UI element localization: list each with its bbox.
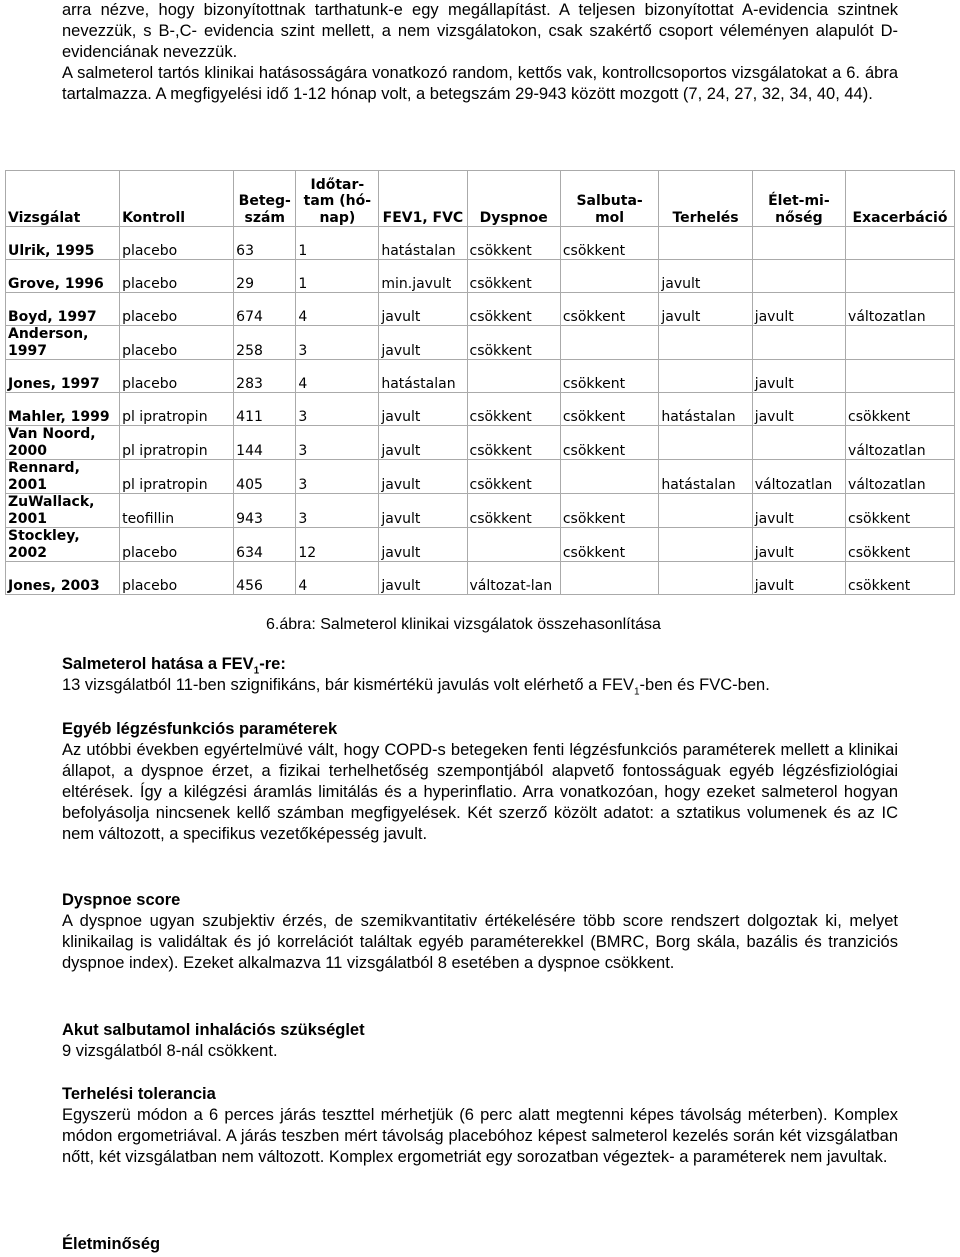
cell-fev1: javult bbox=[379, 562, 467, 595]
cell-dyspnoe: változat-lan bbox=[467, 562, 560, 595]
table-row bbox=[6, 460, 955, 494]
cell-patients: 634 bbox=[234, 528, 296, 562]
cell-duration: 1 bbox=[296, 227, 379, 260]
cell-study: Jones, 2003 bbox=[6, 562, 120, 595]
cell-exacerbation bbox=[846, 260, 955, 293]
header-exacerbation: Exacerbáció bbox=[846, 171, 955, 227]
cell-patients: 943 bbox=[234, 494, 296, 528]
cell-duration: 3 bbox=[296, 393, 379, 426]
cell-patients: 411 bbox=[234, 393, 296, 426]
cell-study: Boyd, 1997 bbox=[6, 293, 120, 326]
intro-paragraph-evidence: arra nézve, hogy bizonyítottnak tarthatunk-e egy megállapítást. A teljesen bizonyítottat A-evidencia szintnek nevezzük, s B-,C- evidencia szint mellett, a nem vizsgálatokon, csak szakértő csoport véleményen alapulót D-evidenciának nevezzük. bbox=[62, 1, 898, 61]
cell-exacerbation: csökkent bbox=[846, 393, 955, 426]
cell-fev1: javult bbox=[379, 494, 467, 528]
cell-control: placebo bbox=[120, 360, 234, 393]
cell-control: placebo bbox=[120, 528, 234, 562]
cell-duration: 3 bbox=[296, 426, 379, 460]
header-exercise: Terhelés bbox=[659, 171, 752, 227]
cell-exacerbation bbox=[846, 326, 955, 360]
cell-salbutamol: csökkent bbox=[560, 393, 659, 426]
salbutamol-need-section bbox=[62, 1020, 898, 1062]
cell-duration: 12 bbox=[296, 528, 379, 562]
cell-dyspnoe: csökkent bbox=[467, 460, 560, 494]
cell-study: Grove, 1996 bbox=[6, 260, 120, 293]
cell-exacerbation: változatlan bbox=[846, 460, 955, 494]
table-row bbox=[6, 528, 955, 562]
cell-exacerbation: változatlan bbox=[846, 293, 955, 326]
header-study: Vizsgálat bbox=[6, 171, 120, 227]
header-salbutamol: Salbuta-mol bbox=[560, 171, 659, 227]
cell-qol: javult bbox=[752, 494, 845, 528]
cell-salbutamol: csökkent bbox=[560, 528, 659, 562]
table-row bbox=[6, 494, 955, 528]
cell-patients: 258 bbox=[234, 326, 296, 360]
table-row bbox=[6, 562, 955, 595]
cell-study: Mahler, 1999 bbox=[6, 393, 120, 426]
cell-study: Stockley, 2002 bbox=[6, 528, 120, 562]
quality-of-life-heading: Életminőség bbox=[62, 1235, 161, 1253]
cell-dyspnoe: csökkent bbox=[467, 260, 560, 293]
table-row bbox=[6, 426, 955, 460]
cell-exercise bbox=[659, 426, 752, 460]
cell-control: placebo bbox=[120, 227, 234, 260]
header-duration: Időtar-tam (hó-nap) bbox=[296, 171, 379, 227]
cell-fev1: javult bbox=[379, 326, 467, 360]
table-header-row bbox=[6, 171, 955, 227]
cell-patients: 63 bbox=[234, 227, 296, 260]
cell-dyspnoe: csökkent bbox=[467, 227, 560, 260]
exercise-tolerance-text: Egyszerü módon a 6 perces járás teszttel mérhetjük (6 perc alatt megtenni képes távolság méterben). Komplex módon ergometriával. A járás teszben mért távolság placebóhoz képest salmeterol kezelés során két vizsgálatban nőtt, két vizsgálatban nem változott. Komplex ergometriát egy sorozatban végeztek- a paraméterek nem javultak. bbox=[62, 1106, 898, 1166]
cell-control: placebo bbox=[120, 562, 234, 595]
cell-salbutamol bbox=[560, 460, 659, 494]
cell-dyspnoe bbox=[467, 528, 560, 562]
cell-duration: 3 bbox=[296, 494, 379, 528]
exercise-tolerance-heading: Terhelési tolerancia bbox=[62, 1085, 216, 1103]
cell-dyspnoe: csökkent bbox=[467, 393, 560, 426]
cell-control: pl ipratropin bbox=[120, 426, 234, 460]
cell-duration: 4 bbox=[296, 293, 379, 326]
figure-caption: 6.ábra: Salmeterol klinikai vizsgálatok összehasonlítása bbox=[266, 616, 661, 633]
cell-exacerbation bbox=[846, 360, 955, 393]
cell-patients: 456 bbox=[234, 562, 296, 595]
cell-control: placebo bbox=[120, 260, 234, 293]
cell-qol: változatlan bbox=[752, 460, 845, 494]
other-params-text: Az utóbbi években egyértelmüvé vált, hogy COPD-s betegeken fenti légzésfunkciós paraméterek mellett a klinikai állapot, a dyspnoe érzet, a fizikai terhelhetőség szempontjából alapvető fontosságuak egyéb légzésfiziológiai eltérések. Így a kilégzési áramlás limitálás és a hyperinflatio. Arra vonatkozóan, hogy ezeket salmeterol hogyan befolyásolja nincsenek kellő számban megfigyelések. Két szerző közölt adatot: a sztatikus volumenek és az IC nem változott, a specifikus vezetőképesség javult. bbox=[62, 741, 898, 843]
cell-salbutamol: csökkent bbox=[560, 494, 659, 528]
cell-exercise bbox=[659, 227, 752, 260]
table-row bbox=[6, 260, 955, 293]
cell-qol bbox=[752, 326, 845, 360]
cell-exercise bbox=[659, 494, 752, 528]
fev1-heading: Salmeterol hatása a $FEV_1-re$: bbox=[62, 655, 286, 677]
cell-qol: javult bbox=[752, 393, 845, 426]
cell-study: Anderson, 1997 bbox=[6, 326, 120, 360]
cell-study: Van Noord, 2000 bbox=[6, 426, 120, 460]
cell-control: placebo bbox=[120, 293, 234, 326]
cell-patients: 144 bbox=[234, 426, 296, 460]
other-params-section bbox=[62, 719, 898, 845]
cell-patients: 29 bbox=[234, 260, 296, 293]
cell-dyspnoe: csökkent bbox=[467, 494, 560, 528]
salmeterol-studies-table bbox=[5, 170, 955, 595]
table-row bbox=[6, 293, 955, 326]
cell-qol bbox=[752, 227, 845, 260]
cell-exercise: hatástalan bbox=[659, 393, 752, 426]
fev1-text: 13 vizsgálatból 11-ben szignifikáns, bár kismértékü javulás volt elérhető a $FEV_1$-ben és FVC-ben. bbox=[62, 676, 770, 698]
header-control: Kontroll bbox=[120, 171, 234, 227]
cell-dyspnoe: csökkent bbox=[467, 326, 560, 360]
cell-qol: javult bbox=[752, 528, 845, 562]
cell-qol: javult bbox=[752, 360, 845, 393]
cell-qol: javult bbox=[752, 293, 845, 326]
cell-exercise bbox=[659, 562, 752, 595]
cell-patients: 283 bbox=[234, 360, 296, 393]
cell-fev1: javult bbox=[379, 460, 467, 494]
cell-duration: 4 bbox=[296, 360, 379, 393]
cell-dyspnoe bbox=[467, 360, 560, 393]
cell-exercise: hatástalan bbox=[659, 460, 752, 494]
cell-duration: 3 bbox=[296, 326, 379, 360]
cell-exacerbation: csökkent bbox=[846, 528, 955, 562]
header-fev1-fvc: FEV1, FVC bbox=[379, 171, 467, 227]
cell-exacerbation: változatlan bbox=[846, 426, 955, 460]
cell-salbutamol bbox=[560, 562, 659, 595]
cell-exacerbation bbox=[846, 227, 955, 260]
cell-duration: 1 bbox=[296, 260, 379, 293]
cell-salbutamol: csökkent bbox=[560, 360, 659, 393]
header-dyspnoe: Dyspnoe bbox=[467, 171, 560, 227]
intro-paragraph-figure-reference: A salmeterol tartós klinikai hatásosságára vonatkozó random, kettős vak, kontrollcsoportos vizsgálatokat a 6. ábra tartalmazza. A megfigyelési idő 1-12 hónap volt, a betegszám 29-943 között mozgott (7, 24, 27, 32, 34, 40, 44). bbox=[62, 64, 898, 103]
cell-fev1: javult bbox=[379, 393, 467, 426]
cell-study: Jones, 1997 bbox=[6, 360, 120, 393]
cell-qol bbox=[752, 260, 845, 293]
cell-fev1: javult bbox=[379, 426, 467, 460]
cell-dyspnoe: csökkent bbox=[467, 293, 560, 326]
fev1-section bbox=[62, 654, 898, 696]
cell-fev1: javult bbox=[379, 293, 467, 326]
table-row bbox=[6, 360, 955, 393]
cell-duration: 3 bbox=[296, 460, 379, 494]
salbutamol-need-heading: Akut salbutamol inhalációs szükséglet bbox=[62, 1021, 365, 1039]
cell-control: pl ipratropin bbox=[120, 393, 234, 426]
cell-salbutamol bbox=[560, 260, 659, 293]
cell-qol: javult bbox=[752, 562, 845, 595]
cell-duration: 4 bbox=[296, 562, 379, 595]
cell-exercise bbox=[659, 360, 752, 393]
table-row bbox=[6, 393, 955, 426]
cell-exacerbation: csökkent bbox=[846, 494, 955, 528]
header-patients: Beteg-szám bbox=[234, 171, 296, 227]
cell-dyspnoe: csökkent bbox=[467, 426, 560, 460]
cell-qol bbox=[752, 426, 845, 460]
cell-fev1: javult bbox=[379, 528, 467, 562]
cell-control: pl ipratropin bbox=[120, 460, 234, 494]
table-row bbox=[6, 227, 955, 260]
cell-fev1: min.javult bbox=[379, 260, 467, 293]
cell-exercise bbox=[659, 528, 752, 562]
other-params-heading: Egyéb légzésfunkciós paraméterek bbox=[62, 720, 338, 738]
cell-patients: 674 bbox=[234, 293, 296, 326]
cell-fev1: hatástalan bbox=[379, 227, 467, 260]
dyspnoe-score-section bbox=[62, 890, 898, 974]
cell-salbutamol: csökkent bbox=[560, 426, 659, 460]
cell-fev1: hatástalan bbox=[379, 360, 467, 393]
dyspnoe-score-heading: Dyspnoe score bbox=[62, 891, 181, 909]
cell-exacerbation: csökkent bbox=[846, 562, 955, 595]
dyspnoe-score-text: A dyspnoe ugyan szubjektiv érzés, de szemikvantitativ értékelésére több score rendszert dolgoztak ki, melyet klinikailag is validáltak és jó korrelációt találtak egyéb paraméterekkel (BMRC, Borg skála, bazális és tranziciós dyspnoe index). Ezeket alkalmazva 11 vizsgálatból 8 esetében a dyspnoe csökkent. bbox=[62, 912, 898, 972]
cell-salbutamol: csökkent bbox=[560, 227, 659, 260]
exercise-tolerance-section bbox=[62, 1084, 898, 1168]
cell-study: Rennard, 2001 bbox=[6, 460, 120, 494]
salbutamol-need-text: 9 vizsgálatból 8-nál csökkent. bbox=[62, 1042, 278, 1060]
table-row bbox=[6, 326, 955, 360]
cell-salbutamol bbox=[560, 326, 659, 360]
cell-study: ZuWallack, 2001 bbox=[6, 494, 120, 528]
cell-salbutamol: csökkent bbox=[560, 293, 659, 326]
cell-control: teofillin bbox=[120, 494, 234, 528]
quality-of-life-section bbox=[62, 1234, 898, 1255]
cell-patients: 405 bbox=[234, 460, 296, 494]
cell-exercise: javult bbox=[659, 293, 752, 326]
cell-exercise bbox=[659, 326, 752, 360]
cell-exercise: javult bbox=[659, 260, 752, 293]
header-quality-of-life: Élet-mi-nőség bbox=[752, 171, 845, 227]
cell-study: Ulrik, 1995 bbox=[6, 227, 120, 260]
cell-control: placebo bbox=[120, 326, 234, 360]
